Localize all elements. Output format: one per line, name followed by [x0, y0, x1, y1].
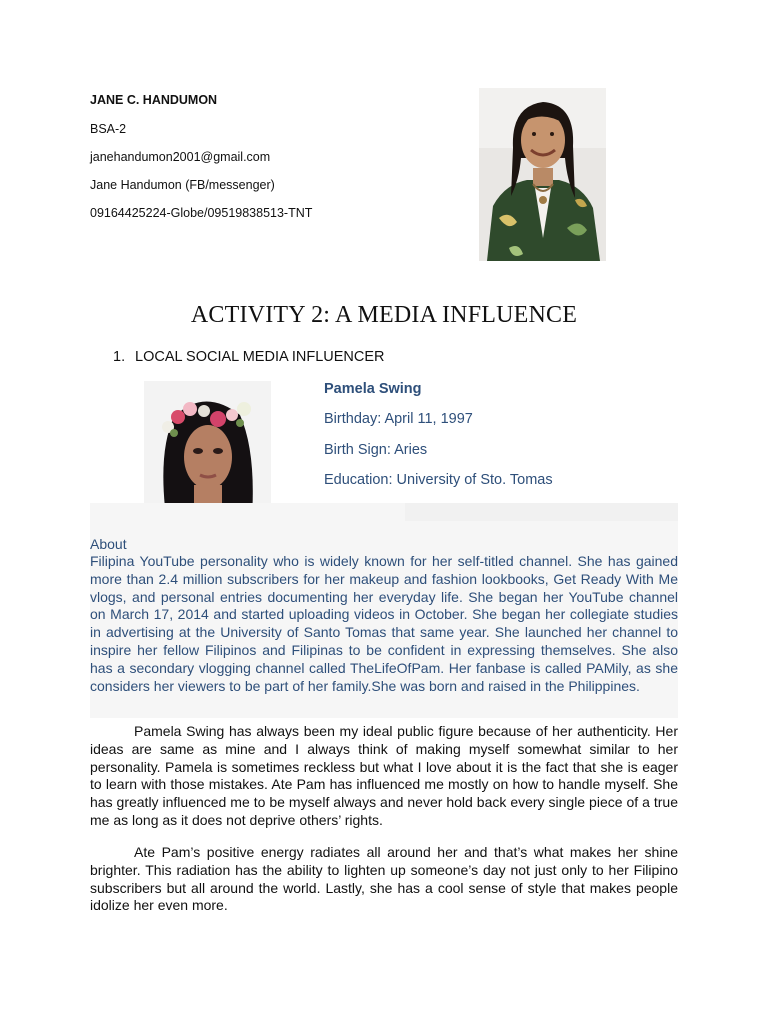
influencer-birthday: Birthday: April 11, 1997	[324, 411, 473, 427]
author-photo-image	[479, 88, 606, 261]
body-paragraph-1: Pamela Swing has always been my ideal public figure because of her authenticity. Her ideas are same as mine and I always think of making myself somewhat similar to her personality. Pamela is sometimes reckless but what I love about it is the fact that she is eager to learn with those mistakes. Ate Pam has influenced me mostly on how to handle myself. She has greatly influenced me to be myself always and never hold back every single piece of a true me as long as it does not deprive others’ rights.	[90, 723, 678, 828]
author-phones: 09164425224-Globe/09519838513-TNT	[90, 206, 313, 220]
author-social: Jane Handumon (FB/messenger)	[90, 178, 275, 192]
author-course: BSA-2	[90, 122, 127, 136]
body-paragraph-2: Ate Pam’s positive energy radiates all around her and that’s what makes her shine brighter. This radiation has the ability to lighten up someone’s day not just only to her Filipino subscribers but all around the world. Lastly, she has a cool sense of style that makes people idolize her even more.	[90, 844, 678, 914]
author-email: janehandumon2001@gmail.com	[90, 150, 271, 164]
author-photo	[479, 88, 606, 261]
influencer-name: Pamela Swing	[324, 381, 422, 397]
author-name: JANE C. HANDUMON	[90, 93, 218, 107]
influencer-education: Education: University of Sto. Tomas	[324, 472, 553, 488]
influencer-photo-image	[144, 381, 271, 517]
influencer-photo	[144, 381, 271, 517]
list-label: LOCAL SOCIAL MEDIA INFLUENCER	[135, 349, 385, 365]
page-title: ACTIVITY 2: A MEDIA INFLUENCE	[190, 302, 578, 328]
list-number: 1.	[113, 349, 126, 365]
influencer-birth-sign: Birth Sign: Aries	[324, 442, 428, 458]
about-background-top	[405, 503, 678, 521]
about-text: Filipina YouTube personality who is widely known for her self-titled channel. She has gained more than 2.4 million subscribers for her makeup and fashion lookbooks, Get Ready With Me vlogs, and personal entries documenting her everyday life. She began her YouTube channel on March 17, 2014 and started uploading videos in October. She began her collegiate studies in advertising at the University of Santo Tomas that same year. She launched her channel to inspire her fellow Filipinos and Filipinas to be confident in expressing themselves. She also has a secondary vlogging channel called TheLifeOfPam. Her fanbase is called PAMily, as she considers her viewers to be part of her family.She was born and raised in the Philippines.	[90, 553, 678, 694]
about-label: About	[90, 536, 127, 552]
list-item	[113, 349, 385, 365]
